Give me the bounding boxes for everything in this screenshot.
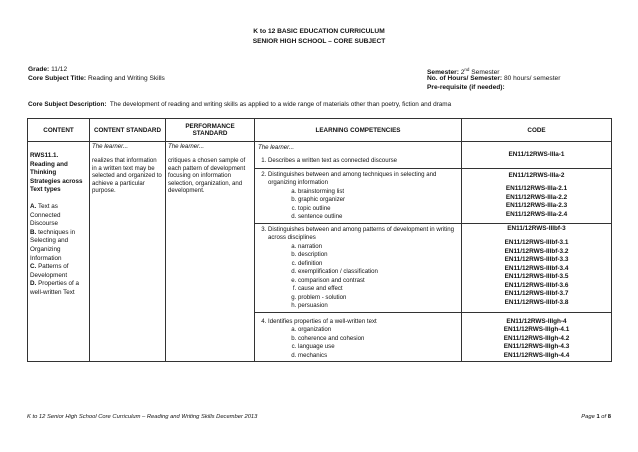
sub-competency-item: e. comparison and contrast bbox=[298, 277, 458, 286]
competency-item: 4. Identifies properties of a well-written text a. organization b. coherence and cohesion c. language use d. mechanics bbox=[268, 318, 458, 361]
competency-item: 2. Distinguishes between and among techniques in selecting and organizing information a. brainstorming list b. graphic organizer c. topic outline d. sentence outline bbox=[268, 171, 458, 222]
sub-competency-code: EN11/12RWS-IIIgh-4.1 bbox=[503, 326, 570, 333]
sub-competency-item: a. organization bbox=[298, 326, 458, 335]
prerequisite-line: Pre-requisite (if needed): bbox=[427, 84, 505, 91]
sub-competency-code: EN11/12RWS-IIIgh-4.4 bbox=[503, 351, 570, 359]
sub-competency-code: EN11/12RWS-IIIbf-3.6 bbox=[504, 281, 569, 289]
sub-competency-code: EN11/12RWS-IIIbf-3.4 bbox=[504, 264, 569, 272]
content-cell bbox=[28, 142, 90, 362]
header-content-standard: CONTENT STANDARD bbox=[90, 119, 166, 142]
content-item: C. Patterns of Development bbox=[30, 263, 69, 279]
table-row bbox=[28, 142, 612, 169]
sub-competency-code: EN11/12RWS-IIIgh-4.3 bbox=[503, 343, 570, 350]
competency-code: EN11/12RWS-IIIa-2 bbox=[508, 171, 565, 179]
sub-competency-item: f. cause and effect bbox=[298, 285, 458, 294]
performance-standard-text: critiques a chosen sample of each pattern of development focusing on information selection, organization, and development. bbox=[168, 157, 246, 195]
curriculum-title: K to 12 BASIC EDUCATION CURRICULUM bbox=[253, 28, 385, 35]
sub-competency-code: EN11/12RWS-IIIa-2.2 bbox=[505, 193, 568, 201]
code-cell bbox=[462, 168, 612, 223]
grade-line: Grade: 11/12 bbox=[28, 66, 68, 73]
competency-cell bbox=[255, 168, 462, 223]
sub-competency-code: EN11/12RWS-IIIbf-3.5 bbox=[504, 273, 569, 280]
code-cell bbox=[462, 142, 612, 169]
sub-competency-code: EN11/12RWS-IIIbf-3.8 bbox=[504, 298, 569, 306]
footer-note: K to 12 Senior High School Core Curriculum – Reading and Writing Skills December 2013 bbox=[27, 414, 258, 420]
competency-cell bbox=[255, 312, 462, 362]
header-learning-competencies: LEARNING COMPETENCIES bbox=[255, 119, 462, 142]
sub-competency-code: EN11/12RWS-IIIbf-3.3 bbox=[504, 256, 569, 263]
sub-competency-item: b. graphic organizer bbox=[298, 196, 458, 205]
competency-code: EN11/12RWS-IIIbf-3 bbox=[507, 224, 566, 232]
content-title: Reading and Thinking Strategies across Text types bbox=[30, 160, 83, 194]
header-code: CODE bbox=[462, 119, 612, 142]
curriculum-table bbox=[27, 118, 612, 362]
sub-competency-item: a. brainstorming list bbox=[298, 188, 458, 197]
sub-competency-item: g. problem - solution bbox=[298, 294, 458, 303]
sub-competency-item: h. persuasion bbox=[298, 302, 458, 311]
performance-standard-cell bbox=[166, 142, 255, 362]
curriculum-subtitle: SENIOR HIGH SCHOOL – CORE SUBJECT bbox=[252, 38, 386, 45]
header-performance-standard: PERFORMANCE STANDARD bbox=[166, 119, 255, 142]
competency-code: EN11/12RWS-IIIgh-4 bbox=[506, 317, 567, 325]
subject-description: Core Subject Description: The development of reading and writing skills as applied to a wide range of materials other than poetry, fiction and drama bbox=[28, 101, 452, 108]
code-cell bbox=[462, 312, 612, 362]
table-header-row bbox=[28, 119, 612, 142]
header-content: CONTENT bbox=[28, 119, 90, 142]
subject-title-line: Core Subject Title: Reading and Writing Skills bbox=[28, 75, 165, 82]
sub-competency-item: b. coherence and cohesion bbox=[298, 335, 458, 344]
content-code: RWS11.1. bbox=[30, 152, 59, 159]
sub-competency-item: c. definition bbox=[298, 260, 458, 269]
sub-competency-item: c. language use bbox=[298, 343, 458, 352]
sub-competency-code: EN11/12RWS-IIIbf-3.2 bbox=[504, 247, 569, 255]
sub-competency-code: EN11/12RWS-IIIgh-4.2 bbox=[503, 334, 570, 342]
content-standard-cell bbox=[90, 142, 166, 362]
sub-competency-item: a. narration bbox=[298, 243, 458, 252]
content-item: B. techniques in Selecting and Organizing Information bbox=[30, 228, 76, 262]
content-standard-text: realizes that information in a written text may be selected and organized to achieve a particular purpose. bbox=[92, 157, 162, 195]
code-cell bbox=[462, 223, 612, 312]
sub-competency-item: b. description bbox=[298, 251, 458, 260]
content-item: D. Properties of a well-written Text bbox=[30, 280, 80, 296]
competency-item: 1. Describes a written text as connected discourse bbox=[268, 157, 458, 166]
sub-competency-item: c. topic outline bbox=[298, 205, 458, 214]
competency-code: EN11/12RWS-IIIa-1 bbox=[508, 150, 565, 158]
sub-competency-code: EN11/12RWS-IIIa-2.4 bbox=[505, 210, 568, 218]
sub-competency-code: EN11/12RWS-IIIa-2.1 bbox=[505, 185, 568, 192]
sub-competency-code: EN11/12RWS-IIIbf-3.7 bbox=[504, 290, 569, 297]
page-number: Page 1 of 8 bbox=[581, 414, 611, 420]
semester-line: Semester: 2nd Semester bbox=[427, 67, 500, 77]
learner-label: The learner... bbox=[258, 144, 295, 151]
sub-competency-item: d. mechanics bbox=[298, 352, 458, 361]
sub-competency-item: d. exemplification / classification bbox=[298, 268, 458, 277]
sub-competency-code: EN11/12RWS-IIIbf-3.1 bbox=[504, 239, 569, 246]
competency-cell bbox=[255, 142, 462, 169]
sub-competency-code: EN11/12RWS-IIIa-2.3 bbox=[505, 202, 568, 209]
sub-competency-item: d. sentence outline bbox=[298, 213, 458, 222]
competency-item: 3. Distinguishes between and among patterns of development in writing across disciplines a. narration b. description c. definition d. exemplification / classification e. comparison and contrast f. cause and effect g. problem - solution h. persuasion bbox=[268, 226, 458, 311]
content-item: A. Text as Connected Discourse bbox=[30, 202, 61, 228]
hours-line: No. of Hours/ Semester: 80 hours/ semester bbox=[427, 75, 561, 82]
learner-label: The learner... bbox=[168, 143, 205, 150]
competency-cell bbox=[255, 223, 462, 312]
learner-label: The learner... bbox=[92, 143, 129, 150]
